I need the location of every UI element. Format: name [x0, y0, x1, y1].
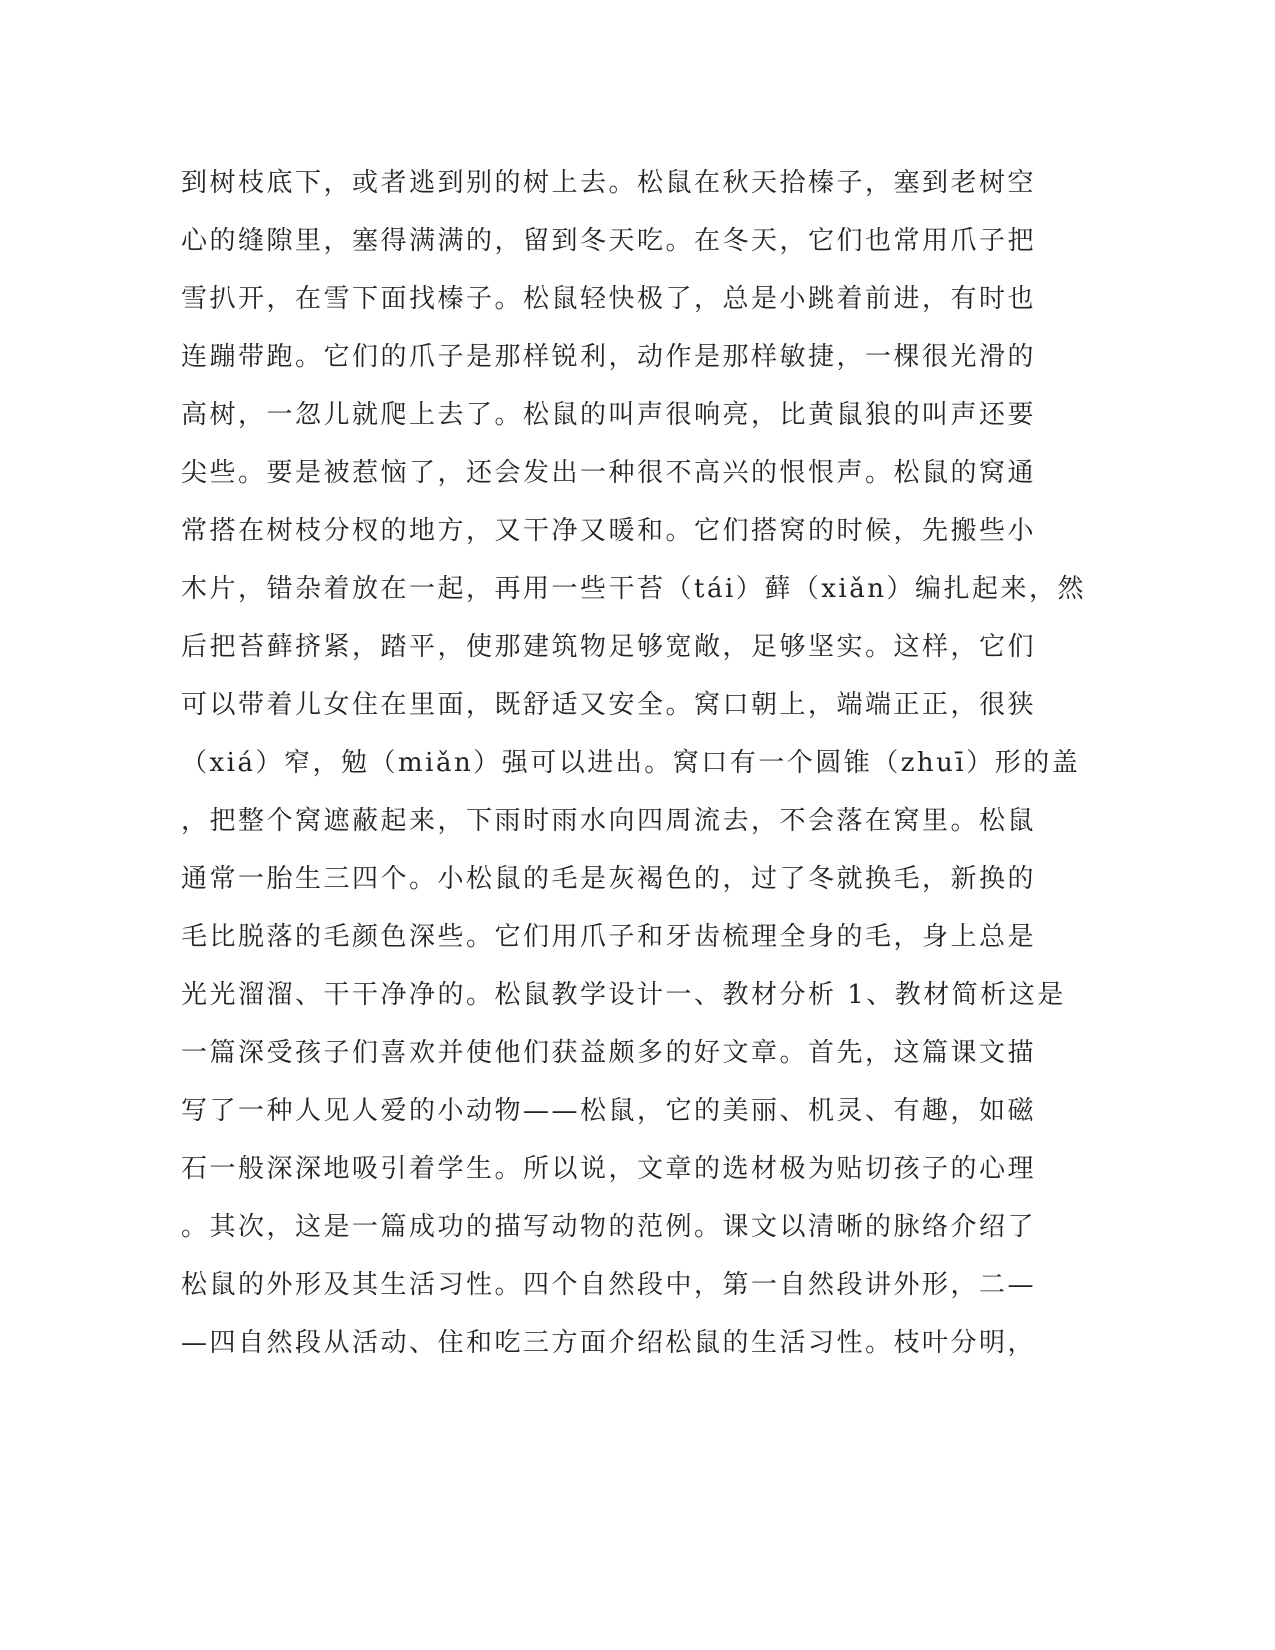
- text-line: 光光溜溜、干干净净的。松鼠教学设计一、教材分析 1、教材简析这是: [181, 980, 1066, 1010]
- text-line: 心的缝隙里，塞得满满的，留到冬天吃。在冬天，它们也常用爪子把: [181, 226, 1037, 256]
- text-line: 一篇深受孩子们喜欢并使他们获益颇多的好文章。首先，这篇课文描: [181, 1038, 1037, 1068]
- text-line: ，把整个窝遮蔽起来，下雨时雨水向四周流去，不会落在窝里。松鼠: [181, 806, 1037, 836]
- text-line: 高树，一忽儿就爬上去了。松鼠的叫声很响亮，比黄鼠狼的叫声还要: [181, 400, 1037, 430]
- text-line: 通常一胎生三四个。小松鼠的毛是灰褐色的，过了冬就换毛，新换的: [181, 864, 1037, 894]
- text-line: 可以带着儿女住在里面，既舒适又安全。窝口朝上，端端正正，很狭: [181, 690, 1037, 720]
- text-line: 写了一种人见人爱的小动物——松鼠，它的美丽、机灵、有趣，如磁: [181, 1096, 1037, 1126]
- text-line: 雪扒开，在雪下面找榛子。松鼠轻快极了，总是小跳着前进，有时也: [181, 284, 1037, 314]
- text-line: —四自然段从活动、住和吃三方面介绍松鼠的生活习性。枝叶分明，: [181, 1328, 1037, 1358]
- text-line: 石一般深深地吸引着学生。所以说，文章的选材极为贴切孩子的心理: [181, 1154, 1037, 1184]
- text-line: 后把苔藓挤紧，踏平，使那建筑物足够宽敞，足够坚实。这样，它们: [181, 632, 1037, 662]
- text-line: 常搭在树枝分杈的地方，又干净又暖和。它们搭窝的时候，先搬些小: [181, 516, 1037, 546]
- text-line: 松鼠的外形及其生活习性。四个自然段中，第一自然段讲外形，二—: [181, 1270, 1037, 1300]
- text-line: 。其次，这是一篇成功的描写动物的范例。课文以清晰的脉络介绍了: [181, 1212, 1037, 1242]
- text-line: （xiá）窄，勉（miǎn）强可以进出。窝口有一个圆锥（zhuī）形的盖: [181, 748, 1081, 778]
- text-line: 连蹦带跑。它们的爪子是那样锐利，动作是那样敏捷，一棵很光滑的: [181, 342, 1037, 372]
- text-line: 到树枝底下，或者逃到别的树上去。松鼠在秋天拾榛子，塞到老树空: [181, 168, 1037, 198]
- body-text: [181, 160, 1086, 1378]
- text-line: 尖些。要是被惹恼了，还会发出一种很不高兴的恨恨声。松鼠的窝通: [181, 458, 1037, 488]
- text-line: 毛比脱落的毛颜色深些。它们用爪子和牙齿梳理全身的毛，身上总是: [181, 922, 1037, 952]
- text-line: 木片，错杂着放在一起，再用一些干苔（tái）藓（xiǎn）编扎起来，然: [181, 574, 1086, 604]
